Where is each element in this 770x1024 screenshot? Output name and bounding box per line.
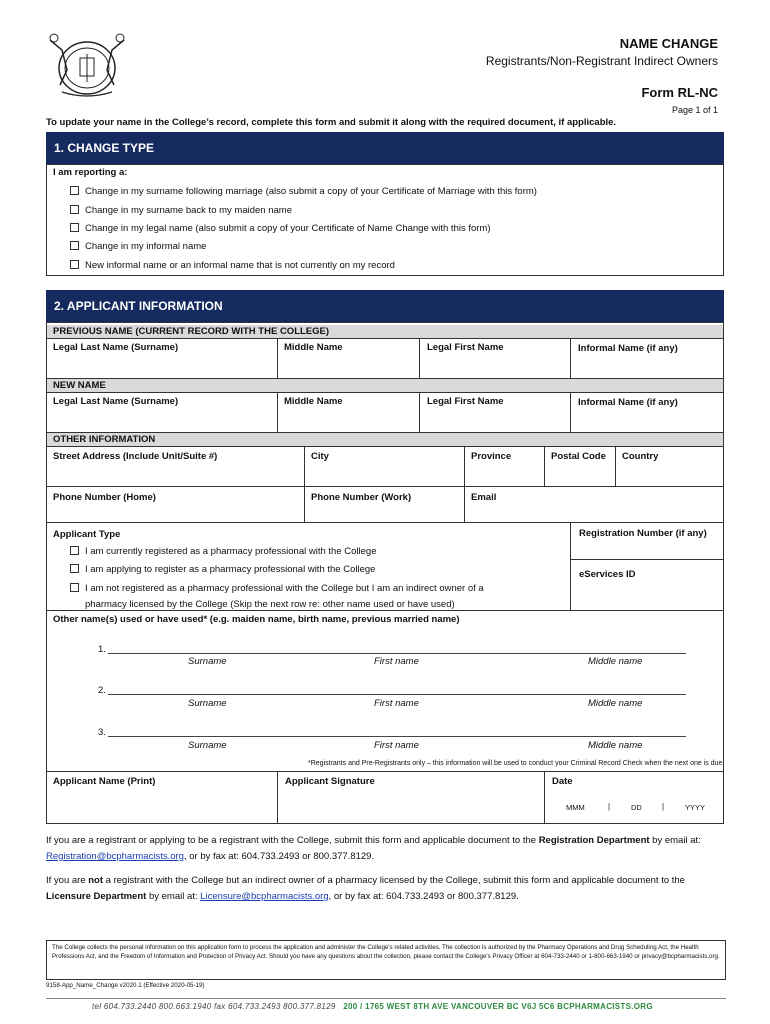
change-option-5[interactable]: New informal name or an informal name that is not currently on my record xyxy=(70,260,395,271)
footer-divider xyxy=(46,998,726,999)
criminal-record-note: *Registrants and Pre-Registrants only – this information will be used to conduct your Criminal Record Check when the next one is due. xyxy=(308,760,725,767)
middle-name-caption: Middle name xyxy=(588,740,643,751)
checkbox[interactable] xyxy=(70,223,79,232)
middle-name-caption: Middle name xyxy=(588,698,643,709)
change-option-4[interactable]: Change in my informal name xyxy=(70,241,206,252)
date-separator: | xyxy=(662,802,665,811)
checkbox[interactable] xyxy=(70,260,79,269)
privacy-text: The College collects the personal information on this application form to process the application and administer the College's related activities. The collection is authorized by the Pharmacy Operations and Drug Scheduling Act, the Health Professions Act, and the Freedom of Information and Protection of Privacy Act. Should you have any questions about the collection, please contact the College's Privacy Officer at 604-733-2440 or 1-800-663-1940 or privacy@bcpharmacists.org. xyxy=(52,944,720,960)
checkbox[interactable] xyxy=(70,564,79,573)
form-id: Form RL-NC xyxy=(641,85,718,100)
middle-name-caption: Middle name xyxy=(588,656,643,667)
phone-work[interactable]: Phone Number (Work) xyxy=(311,492,412,503)
section2-title: 2. APPLICANT INFORMATION xyxy=(46,290,724,322)
applicant-type-label: Applicant Type xyxy=(53,529,121,540)
city[interactable]: City xyxy=(311,451,329,462)
change-option-2[interactable]: Change in my surname back to my maiden name xyxy=(70,205,292,216)
intro-text: To update your name in the College’s record, complete this form and submit it along with the required document, if applicable. xyxy=(46,117,617,128)
privacy-notice xyxy=(46,940,726,980)
new-last-name[interactable]: Legal Last Name (Surname) xyxy=(53,396,179,407)
section1-title: 1. CHANGE TYPE xyxy=(46,132,724,164)
new-middle-name[interactable]: Middle Name xyxy=(284,396,343,407)
prev-last-name[interactable]: Legal Last Name (Surname) xyxy=(53,342,179,353)
first-name-caption: First name xyxy=(374,698,419,709)
new-informal-name[interactable]: Informal Name (if any) xyxy=(578,397,678,408)
form-title: NAME CHANGE xyxy=(619,36,718,51)
date-day: DD xyxy=(631,803,642,812)
date-year: YYYY xyxy=(685,803,706,812)
phone-home[interactable]: Phone Number (Home) xyxy=(53,492,156,503)
other-name-row-1-number: 1. xyxy=(98,644,106,655)
eservices-id[interactable]: eServices ID xyxy=(579,569,636,580)
date-separator: | xyxy=(608,802,611,811)
prev-informal-name[interactable]: Informal Name (if any) xyxy=(578,343,678,354)
email[interactable]: Email xyxy=(471,492,497,503)
other-names-label: Other name(s) used or have used* (e.g. maiden name, birth name, previous married name) xyxy=(53,614,460,625)
other-name-row-2-number: 2. xyxy=(98,685,106,696)
street-address[interactable]: Street Address (Include Unit/Suite #) xyxy=(53,451,218,462)
footer-contact xyxy=(92,1002,653,1011)
instructions-indirect-owner: If you are not a registrant with the College but an indirect owner of a pharmacy licensed by the College, submit this form and applicable document to the Licensure Department by email at: Licensure@bcpharmacists.org, or by fax at: 604.733.2493 or 800.377.8129. xyxy=(46,875,685,902)
date-month: MMM xyxy=(566,803,585,812)
footer-phones: tel 604.733.2440 800.663.1940 fax 604.733.2493 800.377.8129 xyxy=(92,1002,336,1011)
footer-address: 200 / 1765 WEST 8TH AVE VANCOUVER BC V6J 5C6 BCPHARMACISTS.ORG xyxy=(343,1002,653,1011)
form-version: 9158-App_Name_Change v2020.1 (Effective 2020-05-19) xyxy=(46,982,205,989)
type-option-indirect-owner[interactable]: I am not registered as a pharmacy professional with the College but I am an indirect owner of a xyxy=(70,583,484,594)
new-name-heading: NEW NAME xyxy=(47,379,723,392)
registration-number[interactable]: Registration Number (if any) xyxy=(579,528,707,539)
applicant-signature[interactable]: Applicant Signature xyxy=(285,776,375,787)
checkbox[interactable] xyxy=(70,205,79,214)
date-label[interactable]: Date xyxy=(552,776,573,787)
prev-middle-name[interactable]: Middle Name xyxy=(284,342,343,353)
type-option-applying[interactable]: I am applying to register as a pharmacy professional with the College xyxy=(70,564,375,575)
surname-caption: Surname xyxy=(188,656,227,667)
other-info-heading: OTHER INFORMATION xyxy=(47,433,723,446)
licensure-email-link[interactable]: Licensure@bcpharmacists.org xyxy=(200,891,329,902)
registration-email-link[interactable]: Registration@bcpharmacists.org xyxy=(46,851,184,862)
surname-caption: Surname xyxy=(188,698,227,709)
instructions-registrant: If you are a registrant or applying to be a registrant with the College, submit this form and applicable document to the Registration Department by email at: Registration@bcpharmacists.org, or by fax at: 604.733.2493 or 800.377.8129. xyxy=(46,835,701,862)
type-option-indirect-owner-cont: pharmacy licensed by the College (Skip the next row re: other name used or have used) xyxy=(85,599,455,610)
country[interactable]: Country xyxy=(622,451,659,462)
page-number: Page 1 of 1 xyxy=(671,105,718,115)
first-name-caption: First name xyxy=(374,740,419,751)
other-name-row-1-line[interactable] xyxy=(108,653,686,654)
checkbox[interactable] xyxy=(70,186,79,195)
surname-caption: Surname xyxy=(188,740,227,751)
reporting-label: I am reporting a: xyxy=(53,167,128,178)
other-name-row-2-line[interactable] xyxy=(108,694,686,695)
applicant-name-print[interactable]: Applicant Name (Print) xyxy=(53,776,156,787)
postal-code[interactable]: Postal Code xyxy=(551,451,606,462)
checkbox[interactable] xyxy=(70,241,79,250)
type-option-registered[interactable]: I am currently registered as a pharmacy professional with the College xyxy=(70,546,376,557)
prev-first-name[interactable]: Legal First Name xyxy=(427,342,504,353)
previous-name-heading: PREVIOUS NAME (CURRENT RECORD WITH THE COLLEGE) xyxy=(47,325,723,338)
change-option-1[interactable]: Change in my surname following marriage (also submit a copy of your Certificate of Marriage with this form) xyxy=(70,186,537,197)
form-subtitle: Registrants/Non-Registrant Indirect Owners xyxy=(485,54,718,68)
other-name-row-3-line[interactable] xyxy=(108,736,686,737)
province[interactable]: Province xyxy=(471,451,512,462)
college-crest-logo xyxy=(42,30,132,100)
change-option-3[interactable]: Change in my legal name (also submit a copy of your Certificate of Name Change with this form) xyxy=(70,223,491,234)
other-name-row-3-number: 3. xyxy=(98,727,106,738)
first-name-caption: First name xyxy=(374,656,419,667)
new-first-name[interactable]: Legal First Name xyxy=(427,396,504,407)
checkbox[interactable] xyxy=(70,546,79,555)
checkbox[interactable] xyxy=(70,583,79,592)
